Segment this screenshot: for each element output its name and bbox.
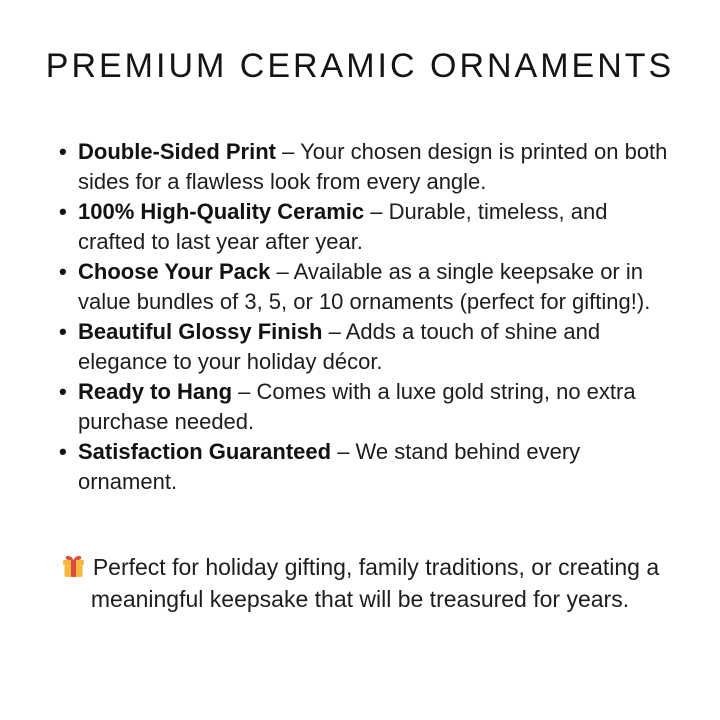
feature-description: Available as a single keepsake or in value bundles of 3, 5, or 10 ornaments (perfect for gifting!).	[78, 258, 651, 314]
dash-separator: –	[232, 378, 257, 404]
feature-name: Beautiful Glossy Finish	[78, 318, 323, 344]
bullet-icon: •	[59, 378, 67, 404]
feature-description: Comes with a luxe gold string, no extra purchase needed.	[78, 378, 636, 434]
bullet-icon: •	[59, 138, 67, 164]
gift-icon	[61, 554, 86, 579]
feature-name: Double-Sided Print	[78, 138, 276, 164]
bullet-icon: •	[59, 318, 67, 344]
feature-description: Durable, timeless, and crafted to last year after year.	[78, 198, 608, 254]
bullet-icon: •	[59, 258, 67, 284]
feature-name: Ready to Hang	[78, 378, 233, 404]
footer-text: Perfect for holiday gifting, family traditions, or creating a meaningful keepsake that will be treasured for years.	[90, 553, 660, 612]
dash-separator: –	[276, 138, 301, 164]
feature-list	[58, 137, 668, 497]
feature-description: We stand behind every ornament.	[78, 438, 581, 494]
feature-item-glossy-finish	[58, 317, 668, 377]
bullet-icon: •	[59, 198, 67, 224]
feature-item-ready-to-hang	[58, 377, 668, 437]
feature-description: Adds a touch of shine and elegance to your holiday décor.	[78, 318, 601, 374]
page-title: PREMIUM CERAMIC ORNAMENTS	[45, 47, 675, 85]
feature-name: Choose Your Pack	[78, 258, 271, 284]
feature-description: Your chosen design is printed on both sides for a flawless look from every angle.	[78, 138, 668, 194]
bullet-icon: •	[59, 438, 67, 464]
feature-name: 100% High-Quality Ceramic	[78, 198, 365, 224]
feature-item-double-sided-print	[58, 137, 668, 197]
dash-separator: –	[270, 258, 294, 284]
dash-separator: –	[331, 438, 356, 464]
footer-note	[38, 551, 683, 615]
dash-separator: –	[364, 198, 389, 224]
feature-name: Satisfaction Guaranteed	[78, 438, 332, 464]
feature-item-high-quality-ceramic	[58, 197, 668, 257]
dash-separator: –	[322, 318, 346, 344]
feature-item-choose-your-pack	[58, 257, 668, 317]
feature-item-satisfaction-guaranteed	[58, 437, 668, 497]
